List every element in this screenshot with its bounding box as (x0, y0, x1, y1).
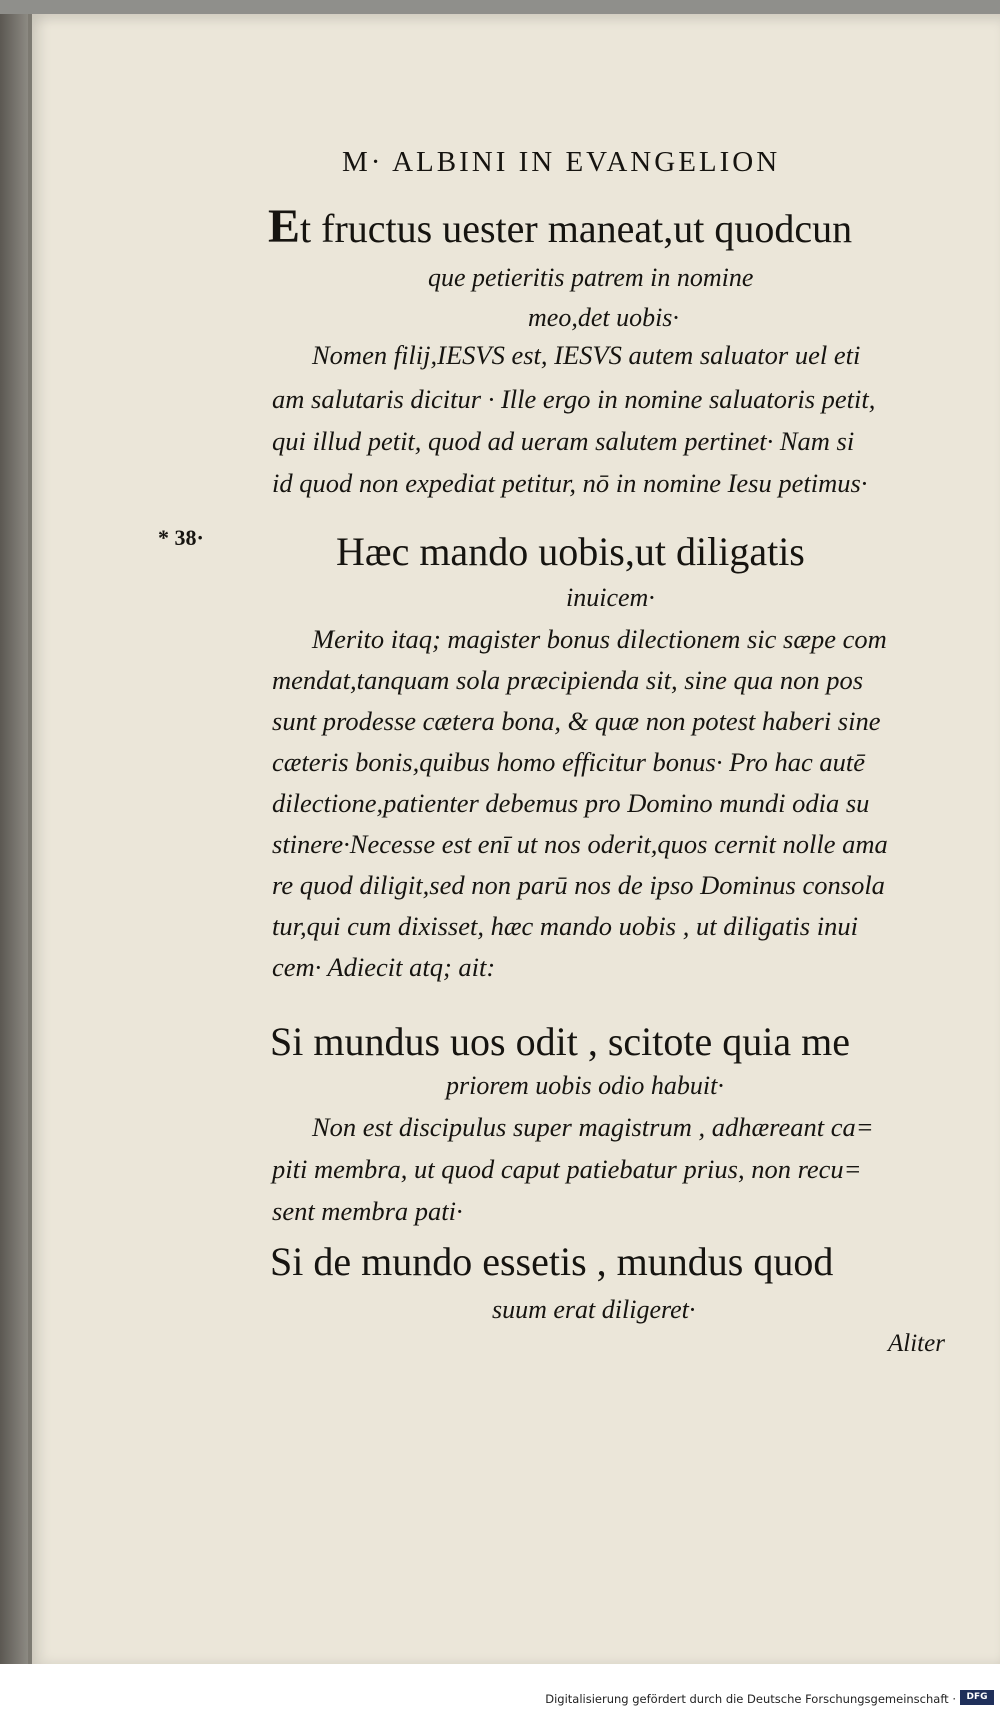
catchword: Aliter (888, 1330, 945, 1357)
commentary-2-line-2: mendat,tanquam sola præcipienda sit, sine qua non pos (272, 665, 864, 695)
commentary-2-line-1: Merito itaq; magister bonus dilectionem sic sæpe com (312, 624, 887, 654)
lemma-3: Si mundus uos odit , scitote quia me (270, 1019, 850, 1064)
dfg-logo: DFG (960, 1690, 994, 1705)
commentary-2-line-8: tur,qui cum dixisset, hæc mando uobis , ut diligatis inui (272, 911, 858, 941)
lemma-4: Si de mundo essetis , mundus quod (270, 1239, 834, 1284)
book-spine-shadow (0, 14, 28, 1664)
lemma-2-cont-1: inuicem· (566, 583, 655, 612)
digitization-credit: Digitalisierung gefördert durch die Deutsche Forschungsgemeinschaft · (545, 1692, 956, 1706)
lemma-1 (268, 200, 853, 253)
commentary-1-line-1: Nomen filij,IESVS est, IESVS autem saluator uel eti (312, 340, 861, 370)
commentary-2-line-9: cem· Adiecit atq; ait: (272, 952, 496, 982)
commentary-3-line-2: piti membra, ut quod caput patiebatur prius, non recu= (272, 1154, 862, 1184)
commentary-2-line-3: sunt prodesse cætera bona, & quæ non potest haberi sine (272, 706, 881, 736)
commentary-1-line-3: qui illud petit, quod ad ueram salutem pertinet· Nam si (272, 426, 855, 456)
commentary-3-line-1: Non est discipulus super magistrum , adhæreant ca= (312, 1112, 874, 1142)
lemma-1-cont-1: que petieritis patrem in nomine (428, 263, 754, 292)
commentary-2-line-5: dilectione,patienter debemus pro Domino mundi odia su (272, 788, 870, 818)
commentary-1-line-2: am salutaris dicitur · Ille ergo in nomine saluatoris petit, (272, 384, 876, 414)
commentary-3-line-3: sent membra pati· (272, 1196, 463, 1226)
commentary-2-line-4: cæteris bonis,quibus homo efficitur bonus· Pro hac autē (272, 747, 866, 777)
commentary-2-line-7: re quod diligit,sed non parū nos de ipso Dominus consola (272, 870, 885, 900)
commentary-1-line-4: id quod non expediat petitur, nō in nomine Iesu petimus· (272, 468, 868, 498)
lemma-4-cont-1: suum erat diligeret· (492, 1295, 696, 1324)
margin-note: * 38· (158, 525, 204, 550)
running-head: M· ALBINI IN EVANGELION (342, 146, 781, 178)
lemma-3-cont-1: priorem uobis odio habuit· (446, 1071, 724, 1100)
lemma-2: Hæc mando uobis,ut diligatis (336, 529, 805, 574)
lemma-initial: E (268, 200, 301, 253)
lemma-1-cont-2: meo,det uobis· (528, 303, 679, 332)
lemma-1-text: t fructus uester maneat,ut quodcun (300, 206, 853, 251)
commentary-2-line-6: stinere·Necesse est enī ut nos oderit,quos cernit nolle ama (272, 829, 888, 859)
